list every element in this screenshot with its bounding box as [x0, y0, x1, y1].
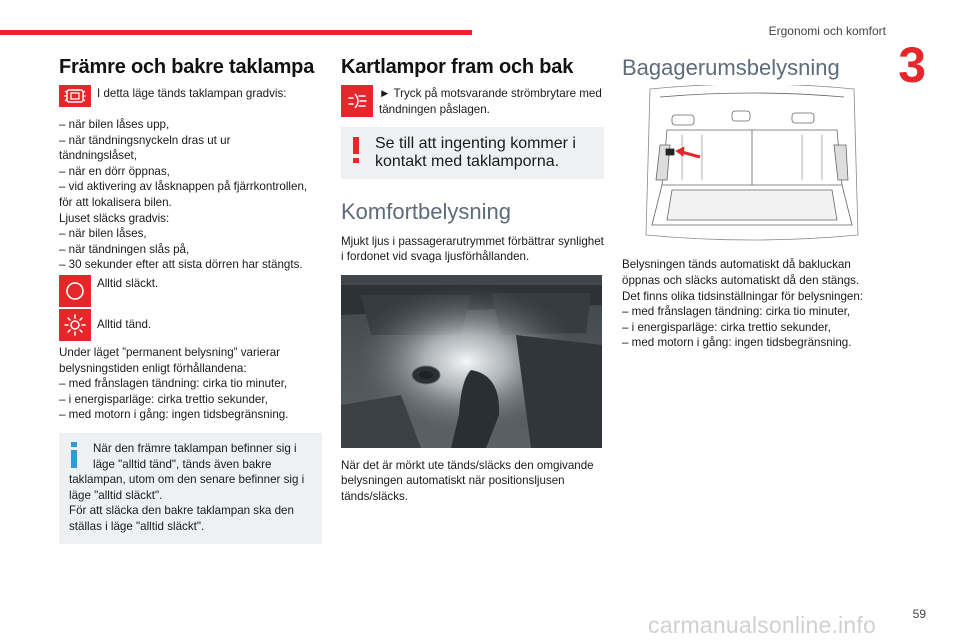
- list-line: – vid aktivering av låsknappen på fjärrkontrollen,: [59, 180, 308, 194]
- door-mode-row: [59, 85, 322, 107]
- list-line: belysningstiden enligt förhållandena:: [59, 361, 247, 375]
- list-line: Ljuset släcks gradvis:: [59, 211, 170, 225]
- warning-text: Se till att ingenting kommer i kontakt med taklamporna.: [375, 135, 576, 171]
- ambient-light-photo: [341, 275, 602, 448]
- comfort-description: Mjukt ljus i passagerarutrymmet förbättrar synlighet i fordonet vid svaga ljusförhållanden.: [341, 234, 604, 264]
- page-number: 59: [912, 607, 926, 621]
- list-line: – med motorn i gång: ingen tidsbegränsning.: [59, 408, 289, 422]
- map-lamp-row: [341, 85, 604, 117]
- list-line: Belysningen tänds automatiskt då bakluckan: [622, 258, 851, 272]
- section-title: Ergonomi och komfort: [768, 24, 886, 38]
- photo-caption: När det är mörkt ute tänds/släcks den omgivande belysningen automatiskt när positionsljusen tänds/släcks.: [341, 458, 594, 503]
- header-accent-bar: [0, 30, 472, 35]
- warning-icon: [353, 137, 359, 163]
- list-line: – i energisparläge: cirka trettio sekunder,: [622, 320, 831, 334]
- list-line: – med frånslagen tändning: cirka tio minuter,: [622, 305, 851, 319]
- list-line: – när tändningsnyckeln dras ut ur: [59, 133, 231, 147]
- boot-illustration: [642, 85, 862, 247]
- heading-boot-lighting: Bagagerumsbelysning: [622, 55, 840, 80]
- heading-roof-lamp: Främre och bakre taklampa: [59, 56, 315, 78]
- info-line: När den främre taklampan befinner sig i: [93, 441, 297, 455]
- info-line: läge "alltid släckt".: [69, 488, 163, 502]
- door-mode-icon: [59, 85, 91, 107]
- map-lamp-step: ► Tryck på motsvarande strömbrytare med tändningen påslagen.: [379, 87, 602, 116]
- door-mode-text: I detta läge tänds taklampan gradvis:: [97, 87, 287, 100]
- always-off-row: [59, 275, 322, 307]
- watermark-url: carmanualsonline.info: [648, 612, 876, 638]
- info-line: läge "alltid tänd", tänds även bakre: [93, 457, 272, 471]
- list-line: – när en dörr öppnas,: [59, 164, 170, 178]
- list-line: – när bilen låses upp,: [59, 118, 170, 131]
- list-line: för att lokalisera bilen.: [59, 195, 172, 209]
- heading-comfort-lighting: Komfortbelysning: [341, 199, 511, 225]
- info-line: ställas i läge "alltid släckt".: [69, 519, 205, 533]
- heading-map-lamps: Kartlampor fram och bak: [341, 56, 574, 78]
- always-on-row: [59, 309, 322, 341]
- column-roof-lamp: [59, 55, 322, 544]
- list-line: – 30 sekunder efter att sista dörren har stängts.: [59, 258, 303, 272]
- info-line: För att släcka den bakre taklampan ska den: [69, 504, 294, 518]
- list-line: öppnas och släcks automatiskt då den stängs.: [622, 273, 860, 287]
- list-line: – med motorn i gång: ingen tidsbegränsning.: [622, 336, 852, 350]
- map-lamp-icon: [341, 85, 373, 117]
- list-line: – i energisparläge: cirka trettio sekunder,: [59, 392, 268, 406]
- info-box-roof-lamp: [59, 433, 322, 545]
- list-line: Under läget ”permanent belysning” varierar: [59, 345, 281, 359]
- chapter-number: 3: [898, 37, 926, 93]
- list-line: tändningslåset,: [59, 149, 137, 163]
- column-map-lamps: [341, 55, 604, 505]
- info-icon: [68, 442, 80, 468]
- off-circle-icon: [59, 275, 91, 307]
- warning-box: [341, 127, 604, 179]
- list-line: – när bilen låses,: [59, 227, 147, 241]
- list-line: – med frånslagen tändning: cirka tio minuter,: [59, 377, 288, 391]
- permanent-mode-text: [59, 345, 322, 423]
- column-boot-lighting: [622, 55, 882, 351]
- info-line: taklampan, utom om den senare befinner sig i: [69, 473, 305, 487]
- list-line: Det finns olika tidsinställningar för belysningen:: [622, 289, 864, 303]
- always-off-label: Alltid släckt.: [97, 276, 159, 290]
- list-line: – när tändningen slås på,: [59, 242, 190, 256]
- always-on-label: Alltid tänd.: [97, 317, 152, 331]
- light-on-sun-icon: [59, 309, 91, 341]
- roof-lamp-on-list: [59, 117, 322, 273]
- boot-lighting-text: [622, 257, 882, 351]
